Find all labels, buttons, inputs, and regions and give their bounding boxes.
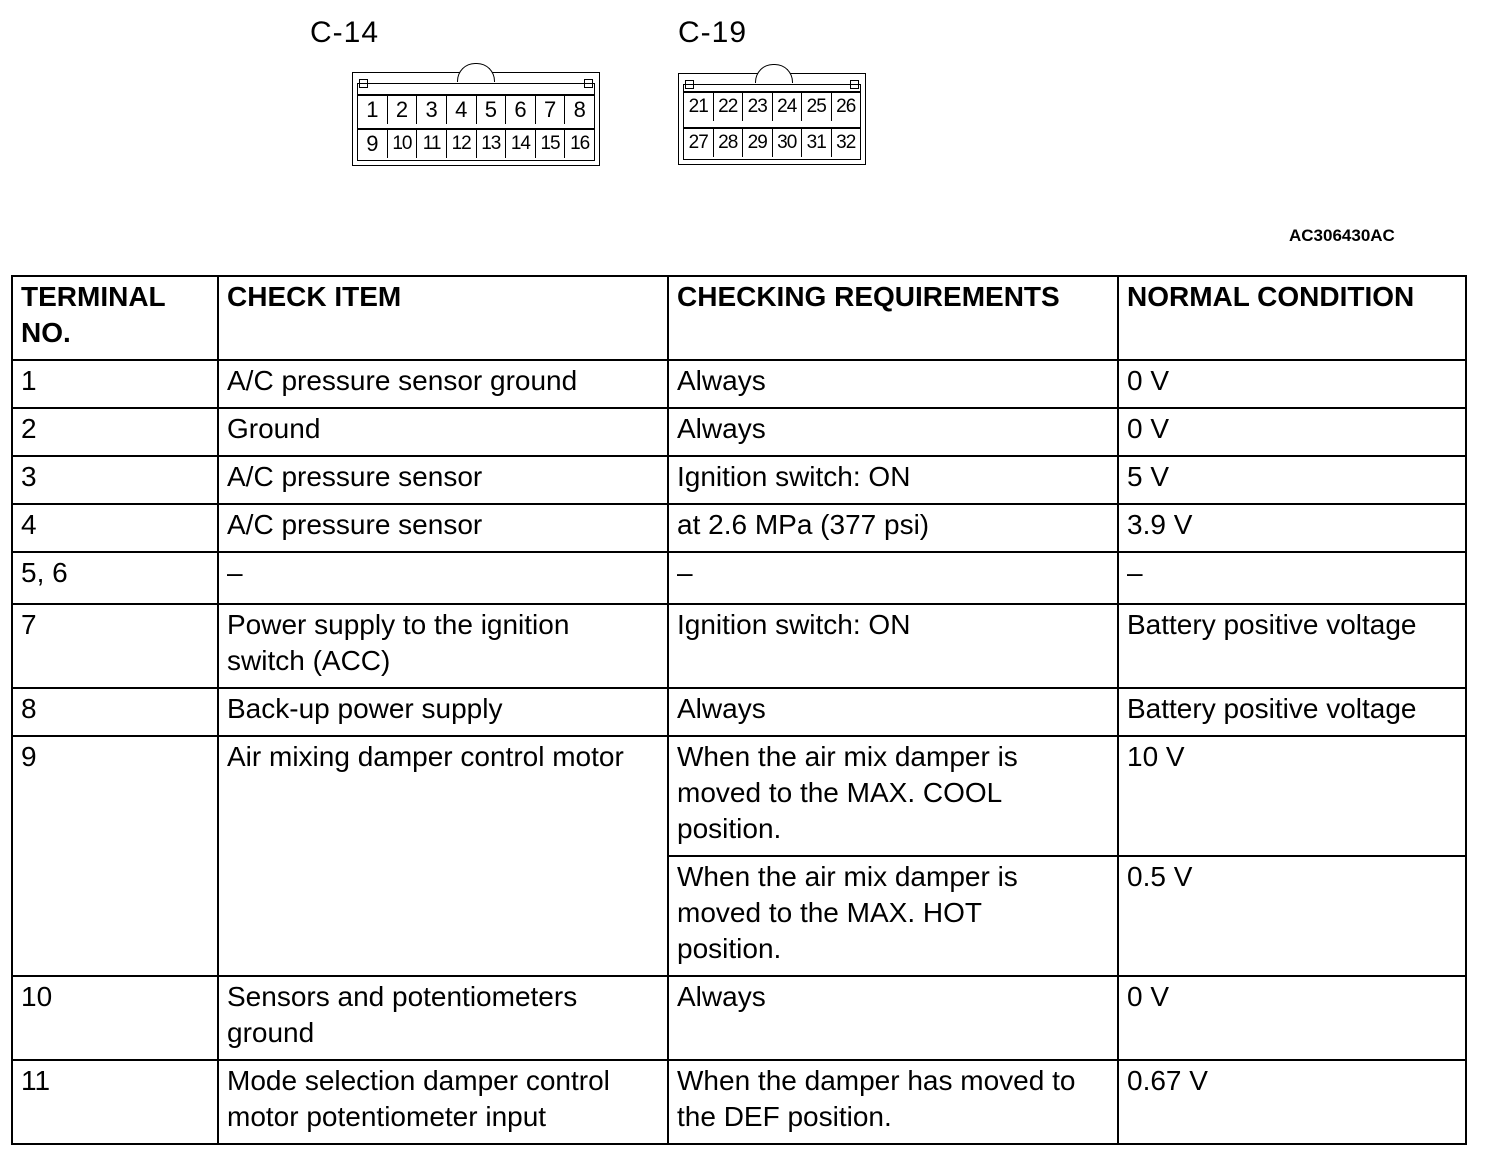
- pin: 29: [742, 127, 772, 157]
- header-terminal-no: TERMINAL NO.: [12, 276, 218, 360]
- condition-cell: 0 V: [1118, 360, 1466, 408]
- pin: 2: [387, 94, 417, 124]
- table-row: [12, 736, 1466, 856]
- pin: 15: [535, 128, 565, 158]
- requirement-cell: When the air mix damper is moved to the MAX. COOL position.: [668, 736, 1118, 856]
- pin: 7: [535, 94, 565, 124]
- pin: 21: [684, 91, 713, 121]
- connector-c19-diagram: [678, 73, 866, 165]
- pin: 28: [713, 127, 743, 157]
- pin-row-top: [358, 94, 594, 124]
- pin: 1: [358, 94, 387, 124]
- connector-c14-label: C-14: [310, 16, 380, 49]
- terminal-cell: 2: [12, 408, 218, 456]
- pin: 6: [505, 94, 535, 124]
- terminal-cell: 5, 6: [12, 552, 218, 604]
- condition-cell: 0 V: [1118, 408, 1466, 456]
- requirement-cell: at 2.6 MPa (377 psi): [668, 504, 1118, 552]
- requirement-cell: Ignition switch: ON: [668, 604, 1118, 688]
- pin: 11: [416, 128, 446, 158]
- table-row: [12, 688, 1466, 736]
- check-item-cell: Mode selection damper control motor potentiometer input: [218, 1060, 668, 1144]
- terminal-cell: 3: [12, 456, 218, 504]
- connector-pin-block: [683, 84, 861, 160]
- requirement-cell: Ignition switch: ON: [668, 456, 1118, 504]
- check-item-cell: Power supply to the ignition switch (ACC): [218, 604, 668, 688]
- pin: 30: [772, 127, 802, 157]
- check-item-cell: Back-up power supply: [218, 688, 668, 736]
- terminal-cell: 10: [12, 976, 218, 1060]
- check-item-cell: –: [218, 552, 668, 604]
- condition-cell: 0.67 V: [1118, 1060, 1466, 1144]
- connector-c14-diagram: [352, 72, 600, 166]
- terminal-cell: 8: [12, 688, 218, 736]
- requirement-cell: When the damper has moved to the DEF position.: [668, 1060, 1118, 1144]
- pin: 13: [476, 128, 506, 158]
- pin: 25: [801, 91, 831, 121]
- pin: 10: [387, 128, 417, 158]
- condition-cell: Battery positive voltage: [1118, 688, 1466, 736]
- table-row: [12, 604, 1466, 688]
- requirement-cell: Always: [668, 688, 1118, 736]
- connector-pin-block: [357, 83, 595, 161]
- check-item-cell: A/C pressure sensor: [218, 456, 668, 504]
- pin-row-bottom: [358, 128, 594, 158]
- requirement-cell: –: [668, 552, 1118, 604]
- check-item-cell: A/C pressure sensor: [218, 504, 668, 552]
- connector-c19-label: C-19: [678, 16, 748, 49]
- condition-cell: 5 V: [1118, 456, 1466, 504]
- pin: 9: [358, 128, 387, 158]
- connector-latch: [457, 63, 495, 82]
- pin-row-bottom: [684, 127, 860, 157]
- condition-cell: 0 V: [1118, 976, 1466, 1060]
- terminal-cell: 4: [12, 504, 218, 552]
- requirement-cell: Always: [668, 408, 1118, 456]
- pin: 24: [772, 91, 802, 121]
- condition-cell: 10 V: [1118, 736, 1466, 856]
- pin: 31: [801, 127, 831, 157]
- pin: 23: [742, 91, 772, 121]
- check-item-cell: A/C pressure sensor ground: [218, 360, 668, 408]
- pin: 14: [505, 128, 535, 158]
- table-row: [12, 408, 1466, 456]
- condition-cell: 0.5 V: [1118, 856, 1466, 976]
- pin: 22: [713, 91, 743, 121]
- pin: 5: [476, 94, 506, 124]
- pin: 8: [564, 94, 594, 124]
- table-row: [12, 456, 1466, 504]
- pin: 32: [831, 127, 861, 157]
- pin: 26: [831, 91, 861, 121]
- pin: 16: [564, 128, 594, 158]
- pin: 27: [684, 127, 713, 157]
- requirement-cell: When the air mix damper is moved to the MAX. HOT position.: [668, 856, 1118, 976]
- header-checking-requirements: CHECKING REQUIREMENTS: [668, 276, 1118, 360]
- table-row: [12, 976, 1466, 1060]
- header-normal-condition: NORMAL CONDITION: [1118, 276, 1466, 360]
- table-row: [12, 552, 1466, 604]
- table-row: [12, 360, 1466, 408]
- condition-cell: –: [1118, 552, 1466, 604]
- header-check-item: CHECK ITEM: [218, 276, 668, 360]
- table-header-row: [12, 276, 1466, 360]
- connector-latch: [755, 64, 793, 83]
- check-item-cell: Sensors and potentiometers ground: [218, 976, 668, 1060]
- requirement-cell: Always: [668, 976, 1118, 1060]
- condition-cell: 3.9 V: [1118, 504, 1466, 552]
- terminal-check-table: [11, 275, 1467, 1145]
- pin-row-top: [684, 91, 860, 121]
- pin: 12: [446, 128, 476, 158]
- check-item-cell: Air mixing damper control motor: [218, 736, 668, 976]
- terminal-cell: 7: [12, 604, 218, 688]
- requirement-cell: Always: [668, 360, 1118, 408]
- check-item-cell: Ground: [218, 408, 668, 456]
- terminal-cell: 1: [12, 360, 218, 408]
- condition-cell: Battery positive voltage: [1118, 604, 1466, 688]
- pin: 4: [446, 94, 476, 124]
- pin: 3: [416, 94, 446, 124]
- terminal-cell: 9: [12, 736, 218, 976]
- terminal-cell: 11: [12, 1060, 218, 1144]
- table-row: [12, 504, 1466, 552]
- figure-code: AC306430AC: [1289, 226, 1395, 245]
- table-row: [12, 1060, 1466, 1144]
